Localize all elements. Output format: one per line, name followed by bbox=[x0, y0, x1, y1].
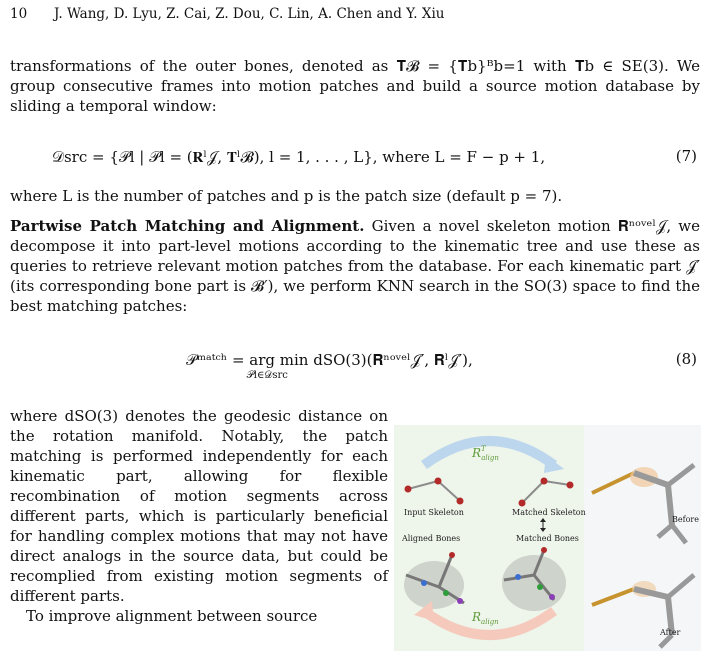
matching-text: Given a novel skeleton motion 𝐑ⁿᵒᵛᵉˡ𝒥, we decompose it into part-level motions according to the kinematic tree and use these as queries to retrieve relevant motion patches from the database. For each kinematic part 𝒥′ (its corresponding bone part is 𝓑′), we perform KNN search in the SO(3) space to find the best matching patches: bbox=[10, 217, 700, 315]
intro-rest: We group consecutive frames into motion patches and build a source motion database by sliding a temporal window: bbox=[10, 57, 700, 115]
alignment-figure bbox=[394, 425, 701, 651]
page-header bbox=[10, 6, 445, 22]
paragraph-geodesic bbox=[10, 406, 388, 626]
input-skeleton-label: Input Skeleton bbox=[404, 508, 464, 517]
patch-count-text: where L is the number of patches and p is the patch size (default p = 7). bbox=[10, 187, 563, 205]
alignment-text: To improve alignment between source bbox=[26, 607, 318, 625]
paragraph-matching bbox=[10, 216, 700, 316]
equation-8-subscript: 𝒫l∈𝒟src bbox=[246, 370, 288, 381]
equation-7: 𝒟src = {𝒫l | 𝒫l = (𝐑ˡ𝒥, 𝐓ˡ𝓑), l = 1, . . . , L}, where L = F − p + 1, bbox=[52, 148, 546, 166]
equation-7-number: (7) bbox=[675, 147, 697, 165]
equation-8-number: (8) bbox=[675, 350, 697, 368]
geodesic-text: where dSO(3) denotes the geodesic distance on the rotation manifold. Notably, the patch matching is performed independently for each kinematic part, allowing for flexible recombination of motion segments across different parts, which is particularly beneficial for handling complex motions that may not have direct analogs in the source data, but could be recomplied from existing motion segments of different parts. bbox=[10, 407, 388, 605]
aligned-bones-label: Aligned Bones bbox=[402, 534, 461, 543]
matched-skeleton-label: Matched Skeleton bbox=[512, 508, 586, 517]
intro-line: transformations of the outer bones, denoted as 𝐓𝓑 = {𝐓b}ᴮb=1 with 𝐓b ∈ SE(3). bbox=[10, 57, 669, 75]
section-heading: Partwise Patch Matching and Alignment. bbox=[10, 217, 365, 235]
before-label: Before bbox=[672, 515, 699, 524]
r-align-bottom-label: $R_{align}$ bbox=[472, 610, 499, 626]
page-number: 10 bbox=[10, 6, 28, 22]
equation-8 bbox=[186, 350, 473, 382]
equation-8-rhs: dSO(3)(𝐑ⁿᵒᵛᵉˡ𝒥′, 𝐑ˡ𝒥′), bbox=[313, 351, 473, 369]
paragraph-intro bbox=[10, 56, 700, 116]
r-align-top-label: $R^T$ align bbox=[472, 445, 499, 462]
author-list: J. Wang, D. Lyu, Z. Cai, Z. Dou, C. Lin, A. Chen and Y. Xiu bbox=[54, 6, 445, 22]
matched-bones-label: Matched Bones bbox=[516, 534, 579, 543]
after-label: After bbox=[660, 628, 681, 637]
equation-8-lhs: 𝒫ᵐᵃᵗᶜʰ = arg min bbox=[186, 351, 309, 369]
paragraph-patch-count bbox=[10, 186, 700, 206]
